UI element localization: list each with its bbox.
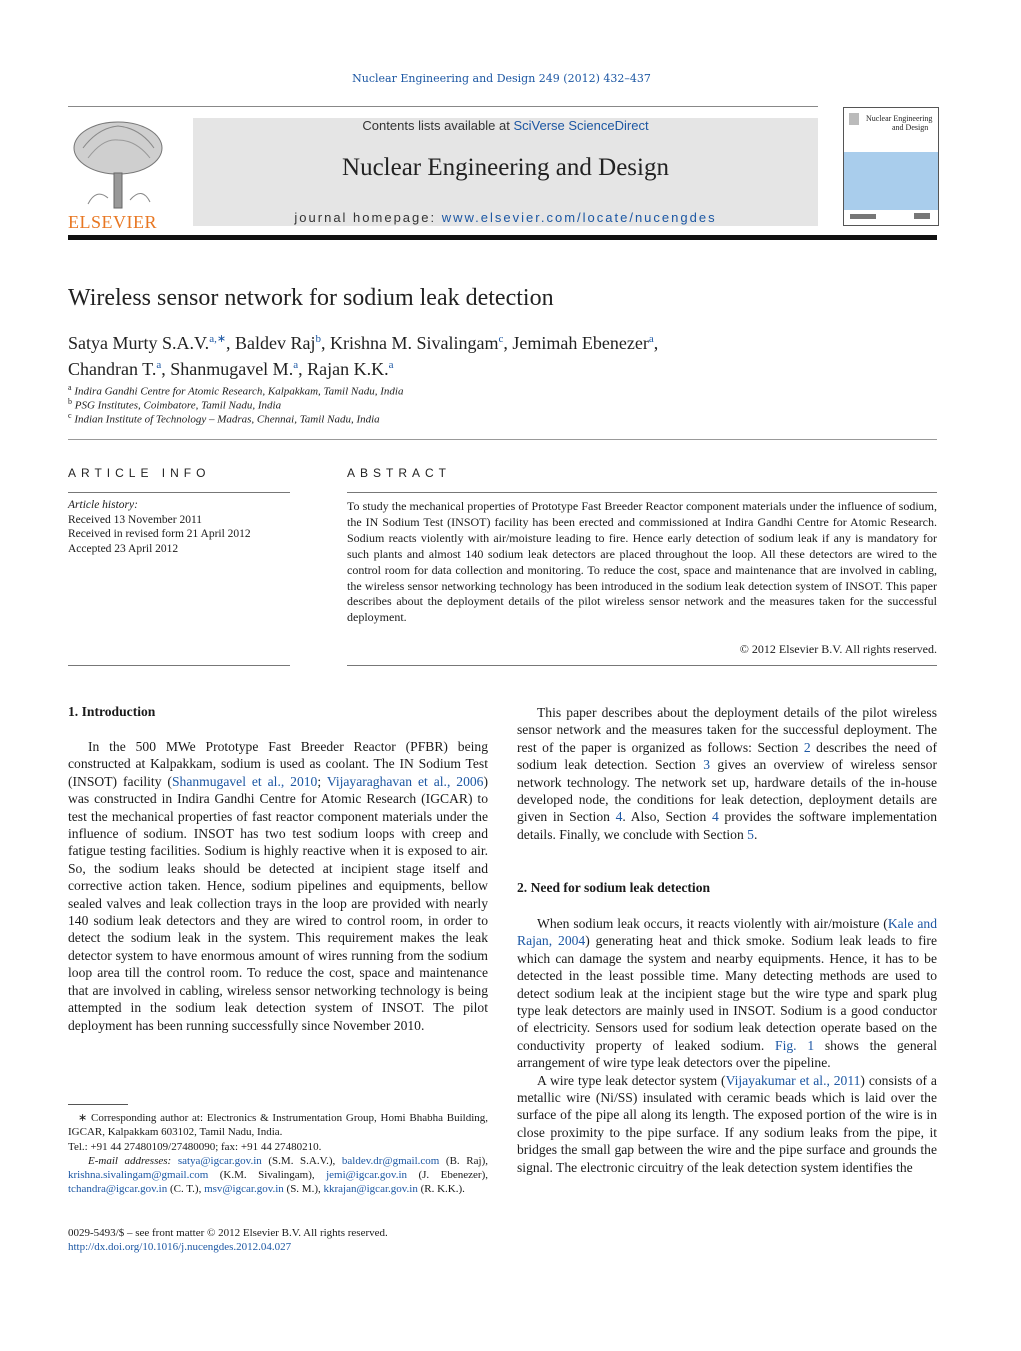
copyright: © 2012 Elsevier B.V. All rights reserved. — [739, 642, 937, 656]
author-name: Chandran T. — [68, 359, 157, 379]
need-paragraph-1 — [517, 915, 937, 1072]
front-matter — [68, 1226, 488, 1255]
affiliation-mark: c — [68, 411, 72, 420]
homepage-link[interactable]: www.elsevier.com/locate/nucengdes — [441, 210, 717, 225]
outline-paragraph — [517, 704, 937, 843]
email-owner: (K.M. Sivalingam), — [208, 1169, 327, 1182]
author-separator: , — [161, 359, 171, 379]
history-accepted: Accepted 23 April 2012 — [68, 542, 179, 555]
section-3-link[interactable]: 3 — [703, 757, 710, 773]
journal-banner — [193, 118, 818, 226]
author-affiliation-mark[interactable]: b — [315, 333, 322, 345]
fig-1-link[interactable]: Fig. 1 — [775, 1037, 815, 1053]
author-affiliation-mark[interactable]: a — [388, 359, 394, 371]
section-2-link[interactable]: 2 — [803, 739, 811, 755]
header-rule — [68, 106, 818, 107]
author-separator: , — [321, 333, 331, 353]
cover-footer-mark-2 — [914, 213, 930, 219]
email-owner: (C. T.), — [167, 1183, 205, 1196]
affiliation-text: Indira Gandhi Centre for Atomic Research, Kalpakkam, Tamil Nadu, India — [71, 385, 404, 398]
ref-vijayakumar[interactable]: Vijayakumar et al., 2011 — [725, 1072, 861, 1088]
affiliation — [68, 397, 281, 412]
tree-icon — [68, 118, 168, 210]
email-link[interactable]: krishna.sivalingam@gmail.com — [68, 1169, 209, 1182]
author-separator: , — [298, 359, 308, 379]
elsevier-logo — [68, 118, 168, 232]
author-name: Krishna M. Sivalingam — [330, 333, 499, 353]
need2-text-a: A wire type leak detector system ( — [537, 1072, 726, 1088]
ref-vijayaraghavan[interactable]: Vijayaraghavan et al., 2006 — [326, 773, 484, 789]
contents-prefix: Contents lists available at — [362, 118, 514, 133]
intro-text-a: In the 500 MWe Prototype Fast Breeder Reactor (PFBR) being constructed at Kalpakkam, sodium is used as coolant. The IN Sodium Test (INSOT) facility ( — [68, 739, 488, 789]
contents-line — [193, 118, 818, 133]
author-name: Baldev Raj — [235, 333, 316, 353]
cover-title — [866, 114, 932, 132]
abstract-heading: ABSTRACT — [347, 466, 452, 480]
section-5-link[interactable]: 5 — [747, 826, 754, 842]
outline-text-b: describes the need of sodium leak detection. Section — [517, 739, 937, 773]
ref-shanmugavel[interactable]: Shanmugavel et al., 2010 — [171, 773, 318, 789]
doi-link[interactable]: http://dx.doi.org/10.1016/j.nucengdes.2012.04.027 — [68, 1241, 292, 1254]
author-name: Satya Murty S.A.V. — [68, 333, 210, 353]
section-4-link-2[interactable]: 4 — [711, 809, 719, 825]
abstract-text: To study the mechanical properties of Prototype Fast Breeder Reactor component materials under the influence of sodium, the IN Sodium Test (INSOT) facility has been erected and commissioned at Indira Gandhi Centre for Atomic Research. Sodium reacts violently with air/moisture leading to fire. Hence early detection of sodium leak if any is mandatory for such plants and almost 140 sodium leak detectors are placed throughout the loop. All these detectors are wired to the control room for data collection and monitoring. To reduce the cost, space and maintenance that are involved in cabling, the wireless sensor networking technology has been introduced in the sodium leak detection system of INSOT. This paper describes about the deployment details of the pilot wireless sensor network and the measures taken for the successful deployment. — [347, 499, 937, 625]
author-affiliation-mark[interactable]: a — [293, 359, 299, 371]
info-bottom-rule — [68, 665, 290, 666]
footnote-corresponding: ∗ Corresponding author at: Electronics & Instrumentation Group, Homi Bhabha Building, IGCAR, Kalpakkam 603102, Tamil Nadu, India. — [68, 1112, 488, 1139]
footnote-tel: Tel.: +91 44 27480109/27480090; fax: +91 44 27480210. — [68, 1140, 322, 1153]
footnote-emails — [68, 1154, 488, 1197]
author-separator: , — [653, 333, 659, 353]
email-link[interactable]: kkrajan@igcar.gov.in — [323, 1183, 418, 1196]
abstract-bottom-rule — [347, 665, 937, 666]
article-info-heading: ARTICLE INFO — [68, 466, 211, 480]
email-owner: (J. Ebenezer), — [407, 1169, 488, 1182]
affiliation-text: Indian Institute of Technology – Madras, Chennai, Tamil Nadu, India — [71, 413, 380, 426]
author-name: Shanmugavel M. — [170, 359, 294, 379]
need-text-b: ) generating heat and thick smoke. Sodium leak leads to fire which can damage the system and nearby equipments. Hence, it has to be detected in the least possible time. Many detecting methods are used to detect sodium leak at the incipient stage but the wire type and spark plug type leak detectors are mainly used in INSOT. Sodium is a good conductor of electricity. Sensors used for sodium leak detection operate based on the conductivity property of leaked sodium. — [517, 933, 937, 1053]
intro-paragraph — [68, 738, 488, 1034]
need-paragraph-2 — [517, 1072, 937, 1176]
affiliation-mark: b — [68, 397, 72, 406]
authors — [68, 328, 948, 380]
affiliation-mark: a — [68, 383, 72, 392]
email-link[interactable]: satya@igcar.gov.in — [177, 1154, 262, 1167]
email-label: E-mail addresses: — [88, 1154, 178, 1167]
authors-line-2 — [68, 354, 948, 380]
email-link[interactable]: jemi@igcar.gov.in — [326, 1169, 408, 1182]
email-owner: (B. Raj), — [439, 1154, 488, 1167]
journal-title: Nuclear Engineering and Design — [342, 154, 669, 181]
section-4-link[interactable]: 4 — [615, 809, 623, 825]
author-name: Rajan K.K. — [307, 359, 389, 379]
need-body — [517, 915, 937, 1176]
email-owner: (S.M. S.A.V.), — [261, 1154, 342, 1167]
intro-heading: 1. Introduction — [68, 704, 156, 719]
author-affiliation-mark[interactable]: c — [498, 333, 504, 345]
footnotes — [68, 1111, 488, 1197]
outline-text-f: . — [753, 826, 758, 842]
cover-footer-mark — [850, 214, 876, 219]
article-history — [68, 498, 290, 556]
email-owner: (S. M.), — [283, 1183, 324, 1196]
affiliation — [68, 383, 403, 398]
header-thick-rule — [68, 235, 937, 240]
need-text-a: When sodium leak occurs, it reacts violently with air/moisture ( — [537, 916, 888, 931]
affiliation-text: PSG Institutes, Coimbatore, Tamil Nadu, India — [72, 399, 282, 412]
publisher-logo-text: ELSEVIER — [68, 212, 157, 232]
outline-text-c: gives an overview of wireless sensor network technology. The network set up, hardware details of the in-house developed node, the conditions for leak detection, deployment details are given in Section — [517, 757, 937, 825]
cover-logo-icon — [849, 113, 859, 125]
intro-text-b: ) was constructed in Indira Gandhi Centre for Atomic Research (IGCAR) to test the mechanical properties of fast reactor component materials under the influence of sodium. INSOT has two test sodium loops with creep and fatigue testing facilities. Sodium is highly reactive when it is exposed to air. So, the sodium leaks should be detected at incipient stage itself and corrective action taken. Hence, sodium pipelines and equipments, bellow sealed valves and leak collection trays in the loop are provided with nearly 140 sodium leak detectors and they are wired to control room, in order to detect the sodium leak in the system. This requirement makes the leak detector system to have enormous amount of wires running from the sodium loop area till the control room. To reduce the cost, space and maintenance that are involved in cabling, wireless sensor networking technology is being attempted in the sodium leak detection system of INSOT. The pilot deployment has been running successfully since November 2010. — [68, 773, 488, 1033]
need-heading: 2. Need for sodium leak detection — [517, 880, 711, 895]
author-name: Jemimah Ebenezer — [512, 333, 649, 353]
intro-body — [68, 738, 488, 1034]
author-affiliation-mark[interactable]: a — [156, 359, 162, 371]
right-intro-body — [517, 704, 937, 843]
authors-line-1 — [68, 328, 948, 354]
footnote-rule — [68, 1104, 128, 1105]
info-rule — [68, 492, 290, 493]
cover-top — [844, 108, 938, 152]
cover-title-line1: Nuclear Engineering — [866, 114, 933, 123]
need-text-c: shows the general arrangement of wire type leak detectors over the pipeline. — [517, 1037, 937, 1071]
email-owner: (R. K.K.). — [417, 1183, 465, 1196]
author-affiliation-mark[interactable]: a — [648, 333, 654, 345]
intro-sep: ; — [317, 773, 327, 789]
need2-text-b: ) consists of a metallic wire (Ni/SS) insulated with ceramic beads which is laid over the surface of the pipe all along its length. The exposed portion of the wire is in close proximity to the pipe surface. If any sodium leaks from the pipe, it bridges the small gap between the wire and the pipe surface and grounds the signal. The electronic circuitry of the leak detection system identifies the — [517, 1072, 937, 1175]
email-link[interactable]: baldev.dr@gmail.com — [341, 1154, 440, 1167]
cover-blue-panel — [844, 152, 938, 210]
homepage-line — [193, 210, 818, 225]
author-affiliation-mark[interactable]: a,∗ — [209, 333, 227, 345]
ref-kale-rajan[interactable]: Kale and Rajan, 2004 — [517, 916, 937, 949]
journal-cover-thumbnail[interactable] — [843, 107, 939, 226]
abstract-rule — [347, 492, 937, 493]
email-link[interactable]: tchandra@igcar.gov.in — [68, 1183, 168, 1196]
outline-text-a: This paper describes about the deployment details of the pilot wireless sensor network and the measures taken for the successful deployment. The rest of the paper is organized as follows: Section — [517, 705, 937, 755]
affil-rule — [68, 439, 937, 440]
author-separator: , — [226, 333, 236, 353]
author-separator: , — [503, 333, 513, 353]
history-received: Received 13 November 2011 — [68, 513, 203, 526]
issn-line: 0029-5493/$ – see front matter © 2012 Elsevier B.V. All rights reserved. — [68, 1227, 388, 1239]
journal-citation[interactable]: Nuclear Engineering and Design 249 (2012) 432–437 — [352, 72, 651, 85]
affiliation — [68, 411, 380, 426]
history-revised: Received in revised form 21 April 2012 — [68, 528, 251, 540]
article-title: Wireless sensor network for sodium leak detection — [68, 285, 554, 311]
homepage-prefix: journal homepage: — [294, 210, 442, 225]
outline-text-d: . Also, Section — [622, 809, 712, 825]
outline-text-e: provides the software implementation details. Finally, we conclude with Section — [517, 809, 937, 842]
history-label: Article history: — [68, 499, 138, 511]
cover-title-line2: and Design — [892, 123, 929, 132]
email-link[interactable]: msv@igcar.gov.in — [204, 1183, 284, 1196]
sciencedirect-link[interactable]: SciVerse ScienceDirect — [513, 118, 649, 133]
